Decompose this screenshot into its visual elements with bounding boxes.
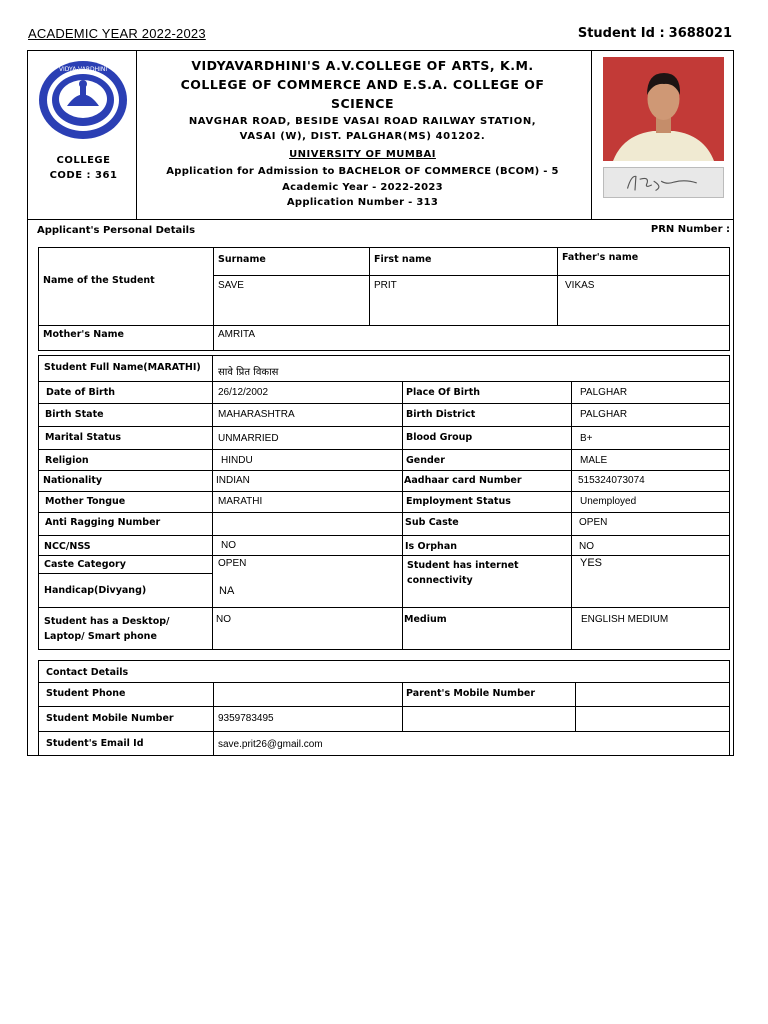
fathername-value: VIKAS	[565, 280, 595, 291]
mobile-value: 9359783495	[218, 713, 274, 724]
mother-label: Mother's Name	[43, 329, 124, 340]
nationality-value: INDIAN	[216, 475, 250, 486]
student-signature	[603, 167, 724, 198]
college-address	[160, 114, 565, 144]
pob-label: Place Of Birth	[406, 387, 481, 398]
caste-label: Caste Category	[44, 559, 126, 570]
employment-value: Unemployed	[580, 496, 637, 507]
birth-state-value: MAHARASHTRA	[218, 409, 295, 420]
birth-district-label: Birth District	[406, 409, 476, 420]
college-logo	[37, 59, 129, 141]
gender-label: Gender	[406, 455, 445, 466]
desktop-label: Student has a Desktop/ Laptop/ Smart phone	[44, 616, 170, 642]
internet-label: Student has internet connectivity	[407, 560, 519, 586]
surname-value: SAVE	[218, 280, 244, 291]
college-name-line1: VIDYAVARDHINI'S A.V.COLLEGE OF ARTS, K.M.	[191, 58, 534, 73]
subcaste-label: Sub Caste	[405, 517, 459, 528]
surname-label: Surname	[218, 254, 266, 265]
ncc-value: NO	[221, 540, 236, 551]
dob-label: Date of Birth	[46, 387, 116, 398]
pob-value: PALGHAR	[580, 387, 628, 398]
orphan-label: Is Orphan	[405, 541, 457, 552]
college-code-label: COLLEGE	[56, 155, 111, 166]
blood-value: B+	[580, 433, 593, 444]
handicap-label: Handicap(Divyang)	[44, 585, 147, 596]
address-line2: VASAI (W), DIST. PALGHAR(MS) 401202.	[239, 131, 486, 142]
student-id-value: 3688021	[668, 26, 732, 41]
application-info	[150, 164, 575, 211]
employment-label: Employment Status	[406, 496, 511, 507]
address-line1: NAVGHAR ROAD, BESIDE VASAI ROAD RAILWAY STATION,	[188, 116, 537, 127]
college-name	[160, 56, 565, 113]
college-code	[30, 153, 137, 183]
firstname-label: First name	[374, 254, 432, 265]
religion-value: HINDU	[221, 455, 253, 466]
dob-value: 26/12/2002	[218, 387, 269, 398]
university-name: UNIVERSITY OF MUMBAI	[289, 149, 436, 160]
desktop-value: NO	[216, 614, 231, 625]
aadhaar-label: Aadhaar card Number	[404, 475, 522, 486]
student-id-label: Student Id :	[577, 26, 665, 41]
blood-label: Blood Group	[406, 432, 473, 443]
prn-label: PRN Number :	[650, 224, 730, 235]
fathername-label: Father's name	[562, 252, 639, 263]
nationality-label: Nationality	[43, 475, 103, 486]
student-photo	[603, 57, 724, 161]
email-value: save.prit26@gmail.com	[218, 739, 323, 750]
mobile-label: Student Mobile Number	[46, 713, 174, 724]
birth-state-label: Birth State	[45, 409, 104, 420]
academic-year: ACADEMIC YEAR 2022-2023	[28, 26, 206, 41]
marital-value: UNMARRIED	[218, 433, 279, 444]
email-label: Student's Email Id	[46, 738, 144, 749]
tongue-value: MARATHI	[218, 496, 263, 507]
ragging-label: Anti Ragging Number	[45, 517, 161, 528]
college-name-line2: COLLEGE OF COMMERCE AND E.S.A. COLLEGE OF	[180, 77, 545, 92]
medium-value: ENGLISH MEDIUM	[581, 614, 669, 625]
marital-label: Marital Status	[45, 432, 122, 443]
subcaste-value: OPEN	[579, 517, 608, 528]
internet-value: YES	[580, 557, 603, 569]
contact-details-title: Contact Details	[46, 667, 129, 678]
religion-label: Religion	[45, 455, 89, 466]
birth-district-value: PALGHAR	[580, 409, 628, 420]
logo-text: VIDYA-VARDHINI	[58, 66, 108, 73]
college-code-value: CODE : 361	[49, 170, 118, 181]
parent-mobile-label: Parent's Mobile Number	[406, 688, 536, 699]
tongue-label: Mother Tongue	[45, 496, 126, 507]
personal-details-title: Applicant's Personal Details	[37, 225, 196, 236]
gender-value: MALE	[580, 455, 608, 466]
mother-value: AMRITA	[218, 329, 256, 340]
admission-line: Application for Admission to BACHELOR OF COMMERCE (BCOM) - 5	[166, 166, 559, 177]
fullname-marathi-value: सावे प्रित विकास	[218, 367, 279, 378]
student-id	[574, 26, 732, 41]
orphan-value: NO	[579, 541, 594, 552]
medium-label: Medium	[404, 614, 447, 625]
fullname-marathi-label: Student Full Name(MARATHI)	[44, 362, 201, 373]
handicap-value: NA	[219, 585, 235, 597]
college-name-line3: SCIENCE	[330, 96, 395, 111]
phone-label: Student Phone	[46, 688, 126, 699]
ncc-label: NCC/NSS	[44, 541, 91, 552]
name-label: Name of the Student	[43, 275, 155, 286]
application-number: Application Number - 313	[286, 197, 439, 208]
aadhaar-value: 515324073074	[578, 475, 645, 486]
academic-year-line: Academic Year - 2022-2023	[282, 181, 443, 193]
firstname-value: PRIT	[374, 280, 397, 291]
caste-value: OPEN	[218, 558, 247, 569]
